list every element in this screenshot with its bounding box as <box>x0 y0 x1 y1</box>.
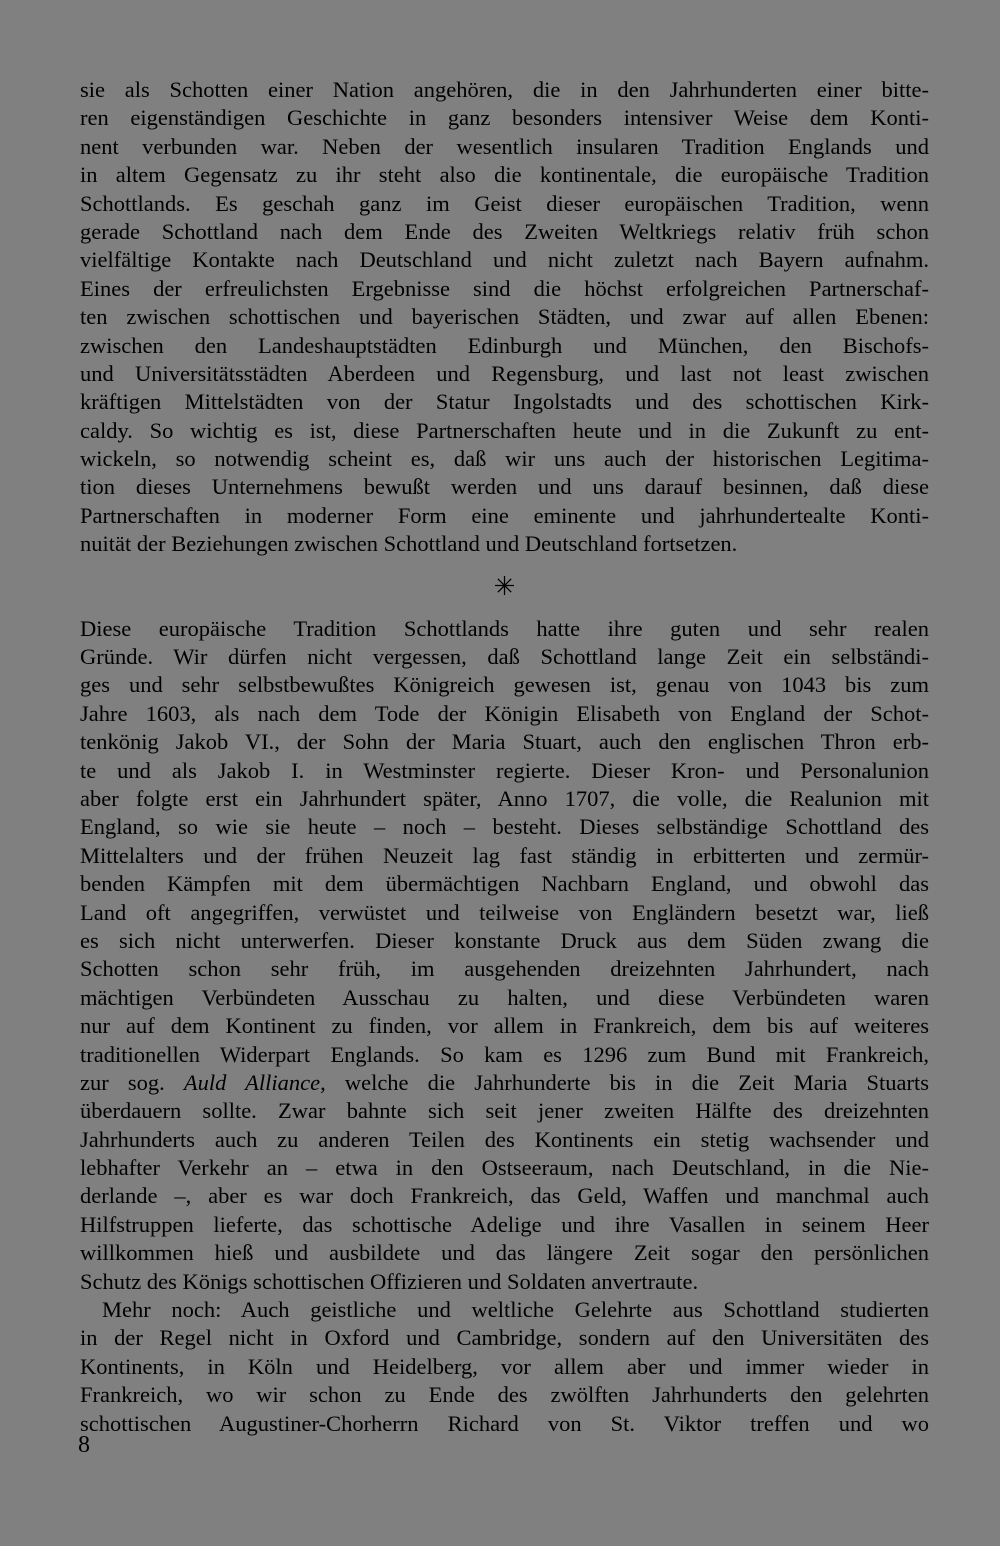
text-line: zwischen den Landeshauptstädten Edinburgh und München, den Bischofs- <box>80 332 929 358</box>
page-number: 8 <box>78 1432 90 1458</box>
text-line: wickeln, so notwendig scheint es, daß wir uns auch der historischen Legitima- <box>80 446 929 472</box>
text-line: Hilfstruppen lieferte, das schottische Adelige und ihre Vasallen in seinem Heer <box>80 1211 929 1237</box>
paragraph-3 <box>80 1296 929 1438</box>
italic-term-auld-alliance: Auld Alliance, <box>183 1069 326 1095</box>
text-line: nent verbunden war. Neben der wesentlich insularen Tradition Englands und <box>80 133 929 159</box>
text-line: ges und sehr selbstbewußtes Königreich gewesen ist, genau von 1043 bis zum <box>80 672 929 698</box>
text-line: tenkönig Jakob VI., der Sohn der Maria Stuart, auch den englischen Thron erb- <box>80 729 929 755</box>
text-line: Schotten schon sehr früh, im ausgehenden dreizehnten Jahrhundert, nach <box>80 956 929 982</box>
text-line: Schottlands. Es geschah ganz im Geist dieser europäischen Tradition, wenn <box>80 190 929 216</box>
text-fragment: welche die Jahrhunderte bis in die Zeit Maria Stuarts <box>325 1069 929 1095</box>
text-line: gerade Schottland nach dem Ende des Zweiten Weltkriegs relativ früh schon <box>80 218 929 244</box>
text-line: und Universitätsstädten Aberdeen und Regensburg, und last not least zwischen <box>80 360 929 386</box>
text-line: in der Regel nicht in Oxford und Cambridge, sondern auf den Universitäten des <box>80 1325 929 1351</box>
text-line: Gründe. Wir dürfen nicht vergessen, daß Schottland lange Zeit ein selbständi- <box>80 644 929 670</box>
page-body <box>80 76 929 1438</box>
text-line: Mehr noch: Auch geistliche und weltliche Gelehrte aus Schottland studierten <box>102 1297 929 1323</box>
text-line: Jahrhunderts auch zu anderen Teilen des Kontinents ein stetig wachsender und <box>80 1126 929 1152</box>
text-line: Land oft angegriffen, verwüstet und teilweise von Engländern besetzt war, ließ <box>80 899 929 925</box>
section-separator-asterisk: ✳ <box>493 571 516 601</box>
text-line: willkommen hieß und ausbildete und das längere Zeit sogar den persönlichen <box>80 1240 929 1266</box>
text-line: in altem Gegensatz zu ihr steht also die kontinentale, die europäische Tradition <box>80 162 929 188</box>
text-line: Schutz des Königs schottischen Offizieren und Soldaten anvertraute. <box>80 1268 699 1294</box>
text-line: Jahre 1603, als nach dem Tode der Königin Elisabeth von England der Schot- <box>80 700 929 726</box>
text-line: Kontinents, in Köln und Heidelberg, vor allem aber und immer wieder in <box>80 1353 929 1379</box>
text-line: kräftigen Mittelstädten von der Statur Ingolstadts und des schottischen Kirk- <box>80 389 929 415</box>
paragraph-2 <box>80 615 929 1296</box>
text-line: Diese europäische Tradition Schottlands hatte ihre guten und sehr realen <box>80 615 929 641</box>
text-line: sie als Schotten einer Nation angehören, die in den Jahrhunderten einer bitte- <box>80 77 929 102</box>
text-line: te und als Jakob I. in Westminster regierte. Dieser Kron- und Personalunion <box>80 757 929 783</box>
text-line: mächtigen Verbündeten Ausschau zu halten, und diese Verbündeten waren <box>80 984 929 1010</box>
text-line: überdauern sollte. Zwar bahnte sich seit jener zweiten Hälfte des dreizehnten <box>80 1098 929 1124</box>
text-line: nuität der Beziehungen zwischen Schottland und Deutschland fortsetzen. <box>80 531 738 557</box>
text-line: vielfältige Kontakte nach Deutschland und nicht zuletzt nach Bayern aufnahm. <box>80 247 929 273</box>
text-line: benden Kämpfen mit dem übermächtigen Nachbarn England, und obwohl das <box>80 871 929 897</box>
text-line: tion dieses Unternehmens bewußt werden und uns darauf besinnen, daß diese <box>80 474 929 500</box>
text-line: aber folgte erst ein Jahrhundert später, Anno 1707, die volle, die Realunion mit <box>80 785 929 811</box>
text-fragment: zur sog. <box>80 1069 184 1095</box>
paragraph-1 <box>80 76 929 559</box>
text-line: derlande –, aber es war doch Frankreich, das Geld, Waffen und manchmal auch <box>80 1183 929 1209</box>
text-line: ten zwischen schottischen und bayerischen Städten, und zwar auf allen Ebenen: <box>80 304 929 330</box>
text-line: England, so wie sie heute – noch – besteht. Dieses selbständige Schottland des <box>80 814 929 840</box>
text-line-with-italic <box>80 1069 929 1097</box>
text-line: Eines der erfreulichsten Ergebnisse sind die höchst erfolgreichen Partnerschaf- <box>80 275 929 301</box>
text-line: Partnerschaften in moderner Form eine eminente und jahrhundertealte Konti- <box>80 502 929 528</box>
text-line: ren eigenständigen Geschichte in ganz besonders intensiver Weise dem Konti- <box>80 105 929 131</box>
text-line: traditionellen Widerpart Englands. So kam es 1296 zum Bund mit Frankreich, <box>80 1041 929 1067</box>
text-line: Mittelalters und der frühen Neuzeit lag fast ständig in erbitterten und zermür- <box>80 842 929 868</box>
text-line: Frankreich, wo wir schon zu Ende des zwölften Jahrhunderts den gelehrten <box>80 1382 929 1408</box>
text-line: lebhafter Verkehr an – etwa in den Ostseeraum, nach Deutschland, in die Nie- <box>80 1155 929 1181</box>
text-line: es sich nicht unterwerfen. Dieser konstante Druck aus dem Süden zwang die <box>80 927 929 953</box>
text-line: schottischen Augustiner-Chorherrn Richard von St. Viktor treffen und wo <box>80 1410 929 1436</box>
text-line: nur auf dem Kontinent zu finden, vor allem in Frankreich, dem bis auf weiteres <box>80 1013 929 1039</box>
text-line: caldy. So wichtig es ist, diese Partnerschaften heute und in die Zukunft zu ent- <box>80 417 929 443</box>
